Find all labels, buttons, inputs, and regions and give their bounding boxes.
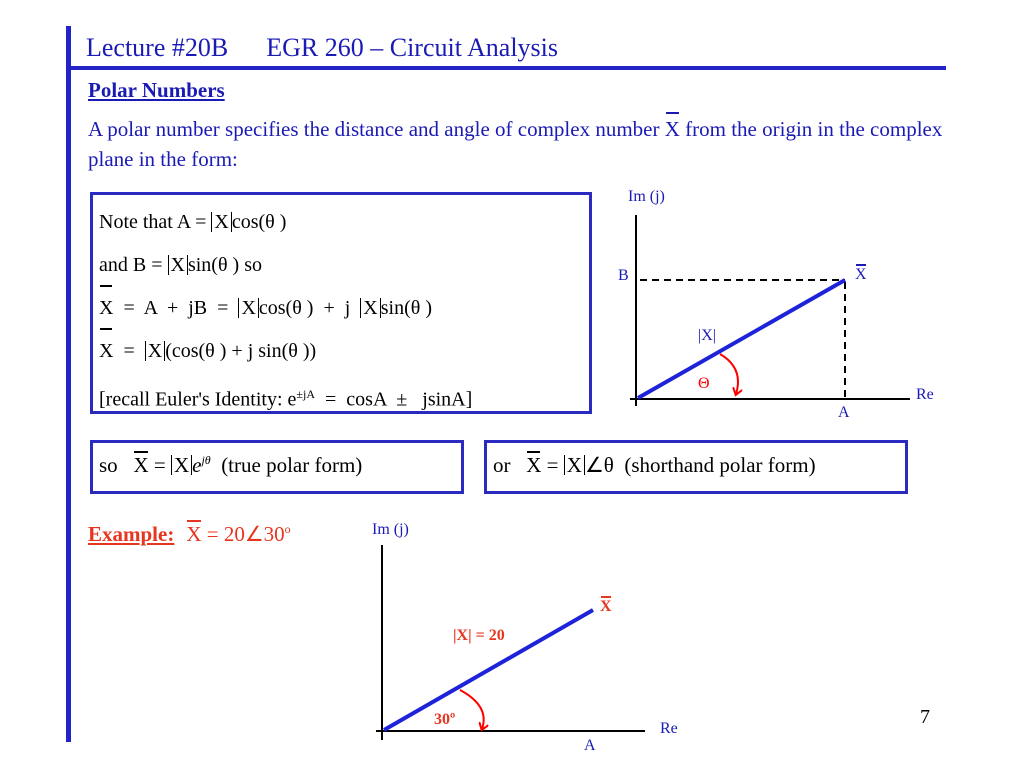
- complex-plane-diagram: [630, 215, 910, 406]
- shorthand-polar-form-box: or X = X ∠θ (shorthand polar form): [484, 440, 908, 494]
- formula-line-b: and B = X sin(θ ) so: [99, 254, 262, 276]
- example-diagram: [376, 545, 645, 740]
- angle-arc-arrow: [720, 354, 738, 394]
- example-magnitude-label: |X| = 20: [453, 627, 505, 644]
- true-polar-form-box: so X = X $e^{j\theta}$ (true polar form): [90, 440, 464, 494]
- phasor-x-label: X: [855, 266, 867, 283]
- magnitude-label: |X|: [698, 327, 716, 344]
- section-title: Polar Numbers: [88, 78, 225, 102]
- b-label: B: [618, 267, 629, 284]
- theta-label: Θ: [698, 375, 710, 392]
- example-angle-arc: [460, 690, 484, 729]
- course-title: EGR 260 – Circuit Analysis: [266, 33, 559, 62]
- re-axis-label: Re: [916, 386, 934, 403]
- intro-paragraph: A polar number specifies the distance and angle of complex number X from the origin in the complex plane in the form:: [88, 114, 988, 174]
- example-label: Example:: [88, 522, 175, 546]
- formula-line-euler: [recall Euler's Identity: $e^{\pm jA} = \cos A \pm jsinA$]: [99, 387, 473, 411]
- lecture-number: Lecture #20B: [86, 33, 229, 62]
- page-number: 7: [920, 706, 930, 728]
- re-axis-label-example: Re: [660, 720, 678, 737]
- formula-line-a: Note that A = X cos(θ ): [99, 211, 287, 233]
- example-angle-label: 30º: [434, 711, 456, 728]
- im-axis-label: Im (j): [628, 188, 665, 205]
- a-label-example: A: [584, 737, 596, 754]
- a-label: A: [838, 404, 850, 421]
- im-axis-label-example: Im (j): [372, 521, 409, 538]
- example-statement: Example: $X = 20\angle 30^o$: [88, 522, 291, 546]
- example-x-label: X: [600, 598, 612, 615]
- formula-line-rect: X = A + jB = X cos(θ ) + j X sin(θ ): [99, 287, 589, 330]
- formula-line-factored: X = X (cos(θ ) + j sin(θ )): [99, 330, 589, 373]
- phasor-vector: [638, 280, 845, 398]
- phasor-symbol: X: [665, 114, 680, 144]
